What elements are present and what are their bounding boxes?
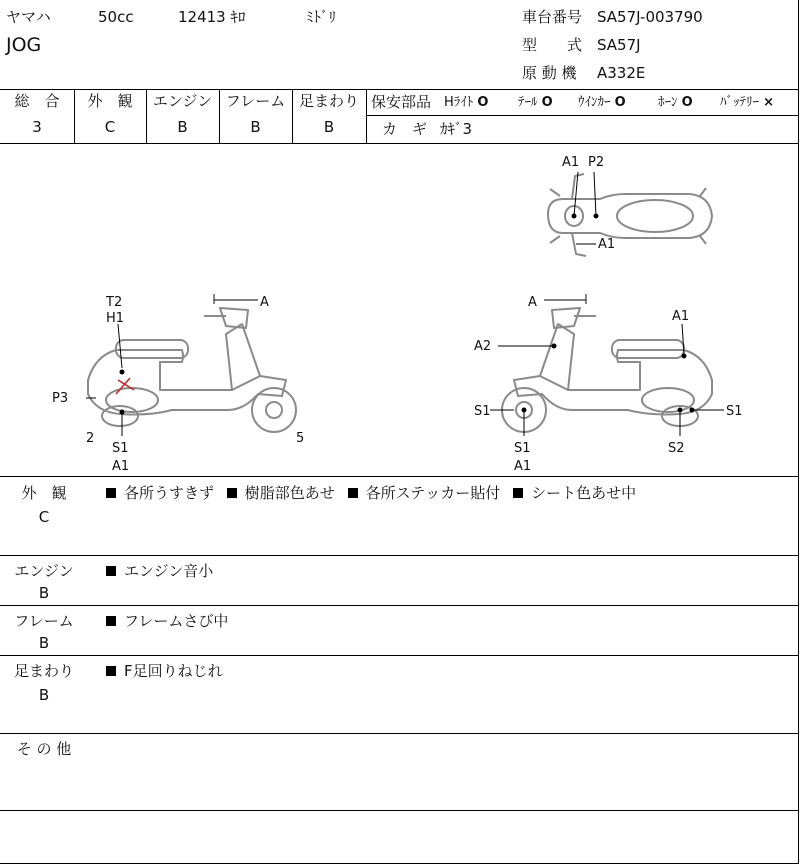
- note-label-other: そ の 他: [16, 740, 72, 758]
- body-color: ﾐﾄﾞﾘ: [306, 8, 337, 26]
- status-mark: O: [614, 95, 626, 110]
- bullet-square: [106, 566, 116, 576]
- frame-no-label: 車台番号: [522, 8, 583, 26]
- right-s1-left-label: S1: [474, 404, 491, 419]
- right-a-label: A: [528, 295, 537, 310]
- damage-mark: [116, 378, 134, 394]
- grade-label-frame: フレーム: [225, 92, 286, 110]
- right-a1-bottom-label: A1: [514, 459, 532, 474]
- right-s1-right-label: S1: [726, 404, 743, 419]
- top-p2-label: P2: [588, 155, 605, 170]
- mileage: 12413 ｷﾛ: [178, 8, 246, 26]
- key-value: ｶｷﾞ3: [440, 120, 473, 138]
- left-p3-label: P3: [52, 391, 69, 406]
- part-headlight: Hﾗｲﾄ O: [444, 95, 489, 110]
- left-t2-label: T2: [106, 295, 123, 310]
- part-tail: ﾃｰﾙ O: [518, 95, 553, 110]
- note-remarks-engine: エンジン音小: [106, 562, 213, 580]
- left-h1-label: H1: [106, 311, 125, 326]
- key-label: カ ギ: [382, 120, 428, 138]
- engine-value: A332E: [597, 64, 646, 82]
- bullet-square: [513, 488, 523, 498]
- top-a1-bottom-label: A1: [598, 237, 616, 252]
- part-horn: ﾎｰﾝ O: [658, 95, 693, 110]
- note-label-frame: フレーム: [14, 612, 74, 630]
- note-remarks-frame: フレームさび中: [106, 612, 228, 630]
- status-mark: O: [681, 95, 693, 110]
- left-a1-label: A1: [112, 459, 130, 474]
- note-grade-suspension: B: [38, 686, 50, 704]
- bullet-square: [106, 616, 116, 626]
- part-battery: ﾊﾞｯﾃﾘｰ ×: [720, 95, 775, 110]
- damage-diagram: [0, 144, 798, 476]
- type-label: 型 式: [522, 36, 583, 54]
- parts-row-divider: [366, 115, 799, 116]
- bullet-square: [106, 666, 116, 676]
- part-winker: ｳｲﾝｶｰ O: [578, 95, 626, 110]
- frame-no: SA57J-003790: [597, 8, 703, 26]
- bullet-square: [227, 488, 237, 498]
- grade-label-suspension: 足まわり: [298, 92, 359, 110]
- status-mark: ×: [763, 95, 775, 110]
- displacement: 50cc: [98, 8, 134, 26]
- grade-label-exterior: 外 観: [87, 92, 133, 110]
- note-grade-frame: B: [38, 634, 50, 652]
- left-2-label: 2: [86, 431, 95, 446]
- grade-label-overall: 総 合: [14, 92, 60, 110]
- note-remarks-suspension: F足回りねじれ: [106, 662, 223, 680]
- status-mark: O: [477, 95, 489, 110]
- note-label-engine: エンジン: [14, 562, 74, 580]
- model-name: JOG: [6, 34, 42, 56]
- bullet-square: [106, 488, 116, 498]
- right-s1-bottom-label: S1: [514, 441, 531, 456]
- right-a1-label: A1: [672, 309, 690, 324]
- left-a-label: A: [260, 295, 269, 310]
- grade-value-exterior: C: [104, 118, 116, 136]
- note-label-exterior: 外 観: [21, 484, 67, 502]
- left-5-label: 5: [296, 431, 305, 446]
- right-s2-label: S2: [668, 441, 685, 456]
- top-a1-label: A1: [562, 155, 580, 170]
- grade-value-engine: B: [177, 118, 188, 136]
- status-mark: O: [541, 95, 553, 110]
- right-a2-label: A2: [474, 339, 492, 354]
- note-remarks-exterior: 各所うすきず 樹脂部色あせ 各所ステッカー貼付 シート色あせ中: [106, 484, 644, 502]
- left-s1-label: S1: [112, 441, 129, 456]
- maker-name: ヤマハ: [6, 8, 51, 26]
- engine-label: 原 動 機: [522, 64, 577, 82]
- grade-value-suspension: B: [323, 118, 335, 136]
- grade-table-top: [0, 89, 799, 90]
- bullet-square: [348, 488, 358, 498]
- grade-label-engine: エンジン: [152, 92, 213, 110]
- safety-parts-label: 保安部品: [371, 93, 432, 111]
- grade-value-frame: B: [250, 118, 261, 136]
- note-grade-exterior: C: [38, 508, 50, 526]
- grade-value-overall: 3: [32, 118, 42, 136]
- type-value: SA57J: [597, 36, 641, 54]
- note-grade-engine: B: [38, 584, 50, 602]
- note-label-suspension: 足まわり: [13, 662, 74, 680]
